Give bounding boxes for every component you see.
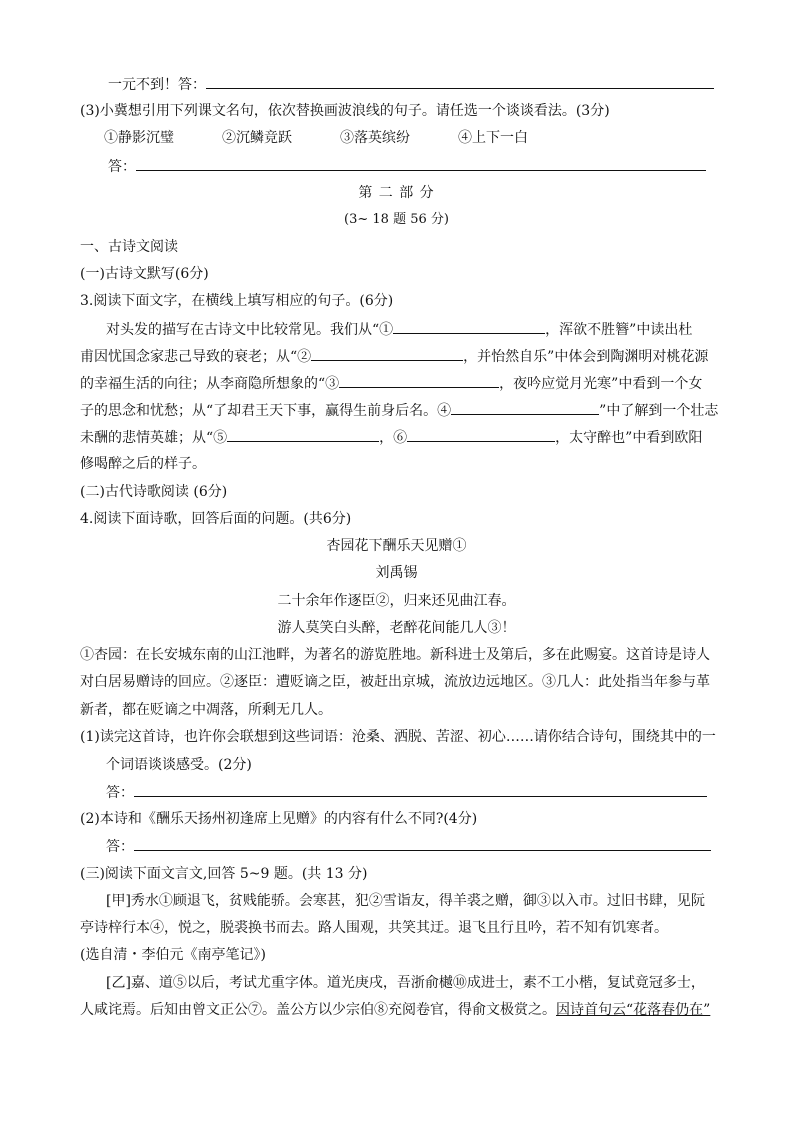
q4-2-answer-line bbox=[106, 836, 711, 857]
q4-1-stem: 个词语谈谈感受。(2分) bbox=[106, 757, 252, 773]
fill-blank-5[interactable] bbox=[227, 427, 379, 442]
text-segment: 的幸福生活的向往；从李商隐所想象的“③ bbox=[80, 376, 340, 392]
q3-options bbox=[104, 128, 528, 148]
question-3-title: 3.阅读下面文字，在横线上填写相应的句子。(6分) bbox=[80, 293, 394, 309]
section-heading: 一、古诗文阅读 bbox=[80, 239, 178, 255]
poem-line-2: 游人莫笑白头醉，老醉花间能几人③！ bbox=[277, 620, 516, 636]
q3-stem: (3)小冀想引用下列课文名句，依次替换画波浪线的句子。请任选一个谈谈看法。(3分) bbox=[80, 103, 610, 119]
q3-paragraph-line bbox=[80, 400, 718, 421]
option-1: ①静影沉璧 bbox=[104, 130, 174, 146]
subsection-heading: (二)古代诗歌阅读 (6分) bbox=[80, 484, 228, 500]
text-segment: 人咸诧焉。后知由曾文正公⑦。盖公方以少宗伯⑧充阅卷官，得俞文极赏之。 bbox=[80, 1002, 556, 1018]
fill-blank-1[interactable] bbox=[393, 319, 545, 334]
fill-blank-6[interactable] bbox=[407, 427, 555, 442]
text-segment: ”中了解到一个壮志 bbox=[599, 403, 719, 419]
passage-jia: 亭诗梓行本④，悦之，脱裘换书而去。路人围观，共笑其迂。退飞且行且吟，若不知有饥寒者。 bbox=[80, 920, 668, 936]
q4-1-stem: (1)读完这首诗，也许你会联想到这些词语：沧桑、洒脱、苦涩、初心……请你结合诗句，围绕其中的一 bbox=[80, 729, 716, 745]
option-2: ②沉鳞竞跃 bbox=[222, 130, 292, 146]
q4-2-stem: (2)本诗和《酬乐天扬州初逢席上见赠》的内容有什么不同?(4分) bbox=[80, 811, 478, 827]
poem-note: ①杏园：在长安城东南的山江池畔，为著名的游览胜地。新科进士及第后，多在此赐宴。这首诗是诗人 bbox=[80, 647, 710, 663]
poem-author: 刘禹锡 bbox=[375, 565, 418, 581]
part-title: 第 二 部 分 bbox=[358, 185, 435, 201]
q3-answer-line bbox=[108, 156, 706, 177]
text-segment: ，并怡然自乐”中体会到陶渊明对桃花源 bbox=[463, 349, 709, 365]
text-segment: ，夜吟应觉月光寒”中看到一个女 bbox=[499, 376, 703, 392]
q3-paragraph-line bbox=[80, 427, 702, 448]
answer-blank[interactable] bbox=[134, 836, 711, 851]
q3-paragraph-line: 修喝醉之后的样子。 bbox=[80, 456, 206, 472]
text-segment: 未酬的悲情英雄；从“⑤ bbox=[80, 430, 228, 446]
poem-note: 新者，都在贬谪之中凋落，所剩无几人。 bbox=[80, 702, 332, 718]
option-3: ③落英缤纷 bbox=[340, 130, 410, 146]
answer-blank[interactable] bbox=[136, 156, 706, 171]
text-segment: 对头发的描写在古诗文中比较常见。我们从“① bbox=[106, 322, 394, 338]
text-segment: ，⑥ bbox=[379, 430, 408, 446]
answer-blank[interactable] bbox=[134, 782, 707, 797]
poem-line-1: 二十余年作逐臣②，归来还见曲江春。 bbox=[277, 593, 516, 609]
answer-label: 答： bbox=[106, 785, 134, 801]
q2-line-end: 一元不到！答： bbox=[108, 77, 206, 93]
text-segment: ，太守醉也”中看到欧阳 bbox=[555, 430, 703, 446]
fill-blank-2[interactable] bbox=[311, 346, 463, 361]
underlined-sentence: 因诗首句云“花落春仍在” bbox=[556, 1002, 711, 1018]
fill-blank-4[interactable] bbox=[451, 400, 599, 415]
poem-note: 对白居易赠诗的回应。②逐臣：遭贬谪之臣，被赶出京城，流放边远地区。③几人：此处指当年参与革 bbox=[80, 674, 710, 690]
answer-blank[interactable] bbox=[206, 74, 714, 89]
q2-answer-line bbox=[108, 74, 714, 95]
text-segment: ，浑欲不胜簪”中读出杜 bbox=[545, 322, 693, 338]
passage-yi bbox=[80, 1000, 710, 1020]
passage-yi: [乙]嘉、道⑤以后，考试尤重字体。道光庚戌，吾浙俞樾⑩成进士，素不工小楷，复试竟冠多士， bbox=[106, 975, 705, 991]
q3-paragraph-line bbox=[80, 373, 702, 394]
answer-label: 答： bbox=[106, 839, 134, 855]
poem-title: 杏园花下酬乐天见赠① bbox=[326, 538, 467, 554]
passage-jia: [甲]秀水①顾退飞，贫贱能骄。会寒甚，犯②雪诣友，得羊裘之赠，御③以入市。过旧书肆，见阮 bbox=[106, 893, 705, 909]
text-segment: 子的思念和忧愁；从“了却君王天下事，赢得生前身后名。④ bbox=[80, 403, 452, 419]
subsection-heading: (三)阅读下面文言文,回答 5~9 题。(共 13 分) bbox=[80, 866, 368, 882]
answer-label: 答： bbox=[108, 159, 136, 175]
question-4-title: 4.阅读下面诗歌，回答后面的问题。(共6分) bbox=[80, 511, 352, 527]
part-subtitle: (3~ 18 题 56 分) bbox=[344, 212, 449, 227]
option-4: ④上下一白 bbox=[458, 130, 528, 146]
q4-1-answer-line bbox=[106, 782, 707, 803]
subsection-heading: (一)古诗文默写(6分) bbox=[80, 266, 209, 282]
passage-source: (选自清・李伯元《南亭笔记》) bbox=[80, 947, 266, 963]
fill-blank-3[interactable] bbox=[339, 373, 499, 388]
q3-paragraph-line bbox=[80, 346, 708, 367]
q3-paragraph-line bbox=[106, 319, 692, 340]
text-segment: 甫因忧国念家悲己导致的衰老；从“② bbox=[80, 349, 312, 365]
